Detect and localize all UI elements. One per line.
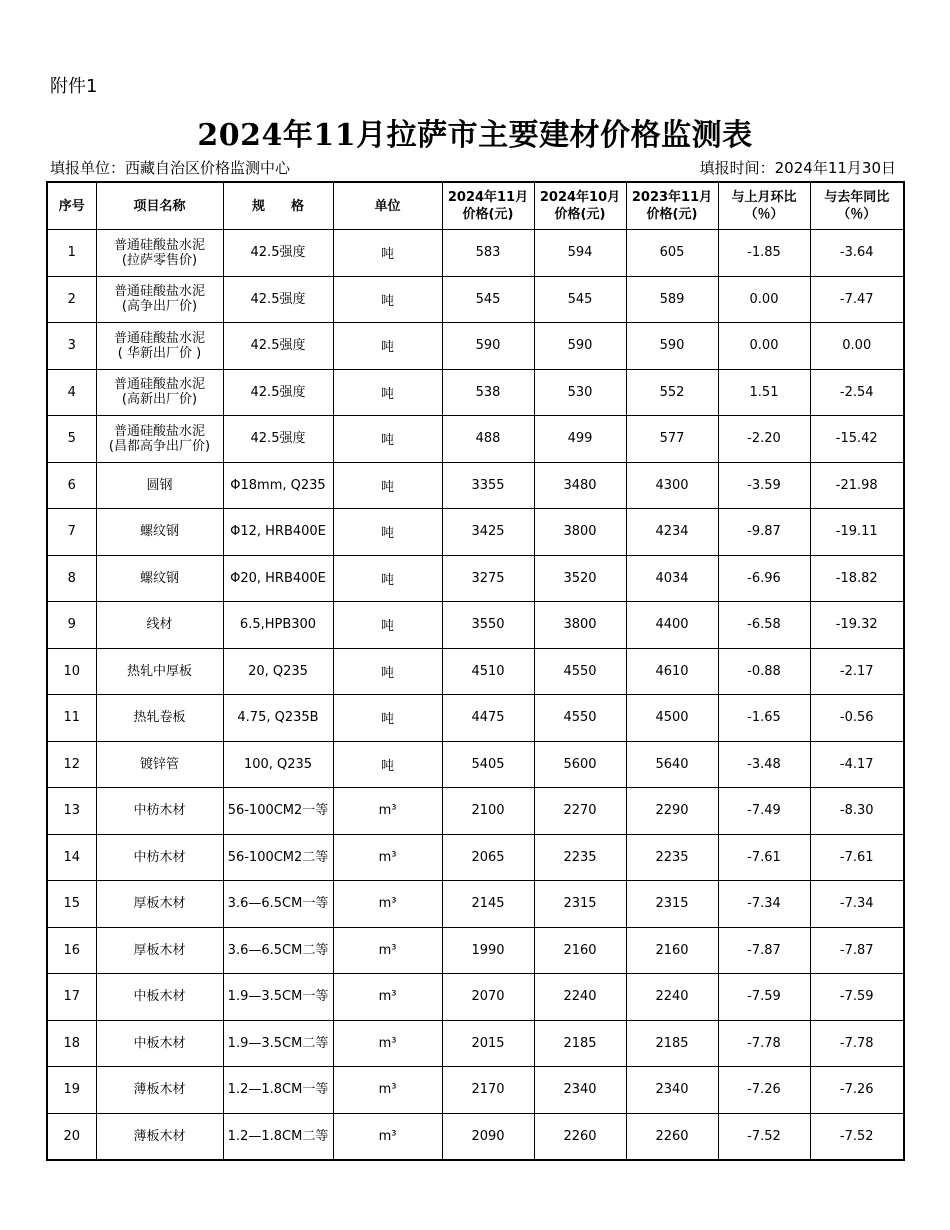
cell-price-current: 5405 (442, 741, 534, 788)
header-price-last-month (534, 182, 626, 230)
cell-name-line1: 螺纹钢 (139, 570, 179, 586)
cell-seq: 10 (47, 648, 96, 695)
cell-spec: 4.75, Q235B (223, 695, 333, 742)
cell-mom: -2.20 (718, 416, 810, 463)
cell-unit: 吨 (333, 695, 442, 742)
cell-yoy: -8.30 (810, 788, 904, 835)
cell-spec: Φ18mm, Q235 (223, 462, 333, 509)
cell-price-current: 2090 (442, 1113, 534, 1160)
cell-name (96, 648, 223, 695)
cell-name (96, 369, 223, 416)
cell-seq: 5 (47, 416, 96, 463)
cell-name-line1: 热轧中厚板 (126, 663, 192, 679)
cell-name-line1: 厚板木材 (133, 896, 186, 912)
cell-mom: -7.59 (718, 974, 810, 1021)
cell-price-current: 2070 (442, 974, 534, 1021)
cell-name (96, 974, 223, 1021)
report-unit: 填报单位：西藏自治区价格监测中心 (50, 159, 291, 177)
table-row (47, 1020, 904, 1067)
cell-seq: 12 (47, 741, 96, 788)
cell-seq: 19 (47, 1067, 96, 1114)
cell-price-last-year: 590 (626, 323, 718, 370)
header-unit: 单位 (333, 182, 442, 230)
cell-price-last-month: 5600 (534, 741, 626, 788)
cell-seq: 13 (47, 788, 96, 835)
cell-price-last-month: 4550 (534, 648, 626, 695)
cell-price-last-year: 4300 (626, 462, 718, 509)
cell-price-last-year: 2240 (626, 974, 718, 1021)
cell-name-line1: 中板木材 (133, 1035, 186, 1051)
cell-yoy: -7.61 (810, 834, 904, 881)
cell-seq: 15 (47, 881, 96, 928)
cell-yoy: -7.47 (810, 276, 904, 323)
cell-name (96, 741, 223, 788)
cell-price-current: 590 (442, 323, 534, 370)
cell-price-current: 2145 (442, 881, 534, 928)
cell-mom: -6.58 (718, 602, 810, 649)
cell-name-line2: (拉萨零售价) (121, 252, 198, 268)
cell-name (96, 834, 223, 881)
cell-price-last-year: 2340 (626, 1067, 718, 1114)
cell-price-last-year: 2315 (626, 881, 718, 928)
cell-mom: -7.78 (718, 1020, 810, 1067)
cell-price-last-year: 2185 (626, 1020, 718, 1067)
cell-name (96, 1067, 223, 1114)
cell-seq: 3 (47, 323, 96, 370)
cell-price-last-year: 2260 (626, 1113, 718, 1160)
table-row (47, 369, 904, 416)
cell-price-last-year: 605 (626, 230, 718, 277)
cell-price-current: 3425 (442, 509, 534, 556)
cell-name (96, 230, 223, 277)
cell-price-last-year: 4400 (626, 602, 718, 649)
cell-spec: 42.5强度 (223, 230, 333, 277)
table-row (47, 695, 904, 742)
cell-price-current: 3550 (442, 602, 534, 649)
cell-yoy: -7.52 (810, 1113, 904, 1160)
price-table (46, 181, 905, 1161)
table-row (47, 1113, 904, 1160)
cell-price-current: 2015 (442, 1020, 534, 1067)
cell-spec: 3.6—6.5CM一等 (223, 881, 333, 928)
cell-name-line2: (高新出厂价) (121, 392, 198, 408)
table-row (47, 788, 904, 835)
cell-seq: 11 (47, 695, 96, 742)
cell-name-line2: (高争出厂价) (121, 299, 198, 315)
cell-price-last-month: 2340 (534, 1067, 626, 1114)
table-row (47, 927, 904, 974)
cell-unit: 吨 (333, 416, 442, 463)
cell-spec: 56-100CM2一等 (223, 788, 333, 835)
cell-spec: 42.5强度 (223, 323, 333, 370)
cell-yoy: -3.64 (810, 230, 904, 277)
cell-price-last-month: 2235 (534, 834, 626, 881)
cell-mom: -7.87 (718, 927, 810, 974)
cell-price-last-year: 4610 (626, 648, 718, 695)
cell-price-current: 4475 (442, 695, 534, 742)
cell-name (96, 602, 223, 649)
cell-mom: 0.00 (718, 323, 810, 370)
cell-seq: 20 (47, 1113, 96, 1160)
cell-seq: 17 (47, 974, 96, 1021)
cell-price-last-year: 4034 (626, 555, 718, 602)
annex-label: 附件1 (50, 76, 98, 97)
header-price-last-year-line2: 价格(元) (646, 207, 698, 222)
cell-unit: m³ (333, 974, 442, 1021)
cell-unit: 吨 (333, 648, 442, 695)
table-row (47, 974, 904, 1021)
cell-name (96, 881, 223, 928)
cell-price-last-year: 2290 (626, 788, 718, 835)
cell-name-line1: 中枋木材 (133, 849, 186, 865)
cell-name (96, 323, 223, 370)
header-mom-line2: （％） (744, 207, 784, 222)
cell-price-current: 3275 (442, 555, 534, 602)
cell-mom: -6.96 (718, 555, 810, 602)
cell-seq: 4 (47, 369, 96, 416)
cell-yoy: -7.78 (810, 1020, 904, 1067)
cell-name (96, 1113, 223, 1160)
cell-price-current: 3355 (442, 462, 534, 509)
cell-price-last-year: 552 (626, 369, 718, 416)
cell-price-last-month: 3800 (534, 509, 626, 556)
cell-seq: 16 (47, 927, 96, 974)
cell-mom: -0.88 (718, 648, 810, 695)
table-row (47, 555, 904, 602)
cell-name-line1: 热轧卷板 (133, 710, 186, 726)
cell-price-last-year: 589 (626, 276, 718, 323)
cell-price-last-year: 4234 (626, 509, 718, 556)
cell-unit: 吨 (333, 276, 442, 323)
cell-name (96, 1020, 223, 1067)
cell-yoy: -19.11 (810, 509, 904, 556)
cell-spec: 100, Q235 (223, 741, 333, 788)
cell-mom: -9.87 (718, 509, 810, 556)
cell-price-last-month: 2260 (534, 1113, 626, 1160)
cell-unit: 吨 (333, 741, 442, 788)
cell-unit: 吨 (333, 555, 442, 602)
header-price-last-month-line2: 价格(元) (554, 207, 606, 222)
header-price-current-line2: 价格(元) (462, 207, 514, 222)
cell-spec: 3.6—6.5CM二等 (223, 927, 333, 974)
cell-mom: -7.61 (718, 834, 810, 881)
cell-seq: 8 (47, 555, 96, 602)
cell-name (96, 509, 223, 556)
header-spec: 规 格 (223, 182, 333, 230)
cell-yoy: -21.98 (810, 462, 904, 509)
cell-unit: m³ (333, 1020, 442, 1067)
cell-spec: 6.5,HPB300 (223, 602, 333, 649)
cell-unit: m³ (333, 881, 442, 928)
cell-mom: -1.65 (718, 695, 810, 742)
table-row (47, 462, 904, 509)
cell-name-line1: 薄板木材 (133, 1128, 186, 1144)
cell-mom: -7.34 (718, 881, 810, 928)
cell-price-last-month: 590 (534, 323, 626, 370)
cell-price-last-month: 2270 (534, 788, 626, 835)
table-row (47, 881, 904, 928)
cell-price-last-month: 499 (534, 416, 626, 463)
header-yoy-line1: 与去年同比 (824, 190, 890, 205)
cell-price-last-month: 3480 (534, 462, 626, 509)
page-title: 2024年11月拉萨市主要建材价格监测表 (197, 118, 753, 153)
header-price-last-year (626, 182, 718, 230)
table-row (47, 648, 904, 695)
cell-name-line1: 普通硅酸盐水泥 (113, 237, 205, 253)
header-seq: 序号 (47, 182, 96, 230)
cell-price-current: 545 (442, 276, 534, 323)
header-name: 项目名称 (96, 182, 223, 230)
header-mom (718, 182, 810, 230)
cell-name (96, 927, 223, 974)
header-price-last-month-line1: 2024年10月 (539, 190, 621, 205)
cell-name-line1: 螺纹钢 (139, 524, 179, 540)
cell-spec: 42.5强度 (223, 369, 333, 416)
cell-name-line1: 圆钢 (146, 477, 173, 493)
cell-name-line1: 薄板木材 (133, 1082, 186, 1098)
cell-name (96, 416, 223, 463)
table-row (47, 834, 904, 881)
cell-seq: 6 (47, 462, 96, 509)
cell-price-current: 1990 (442, 927, 534, 974)
cell-price-last-year: 2160 (626, 927, 718, 974)
header-mom-line1: 与上月环比 (731, 190, 797, 205)
cell-spec: 42.5强度 (223, 276, 333, 323)
cell-unit: m³ (333, 788, 442, 835)
cell-unit: 吨 (333, 323, 442, 370)
cell-spec: 56-100CM2二等 (223, 834, 333, 881)
table-row (47, 416, 904, 463)
cell-price-current: 2100 (442, 788, 534, 835)
cell-unit: m³ (333, 1067, 442, 1114)
table-row (47, 741, 904, 788)
cell-mom: -1.85 (718, 230, 810, 277)
cell-price-last-year: 2235 (626, 834, 718, 881)
cell-name-line2: ( 华新出厂价 ) (117, 345, 202, 361)
cell-price-last-year: 577 (626, 416, 718, 463)
table-row (47, 1067, 904, 1114)
cell-unit: m³ (333, 1113, 442, 1160)
cell-yoy: -18.82 (810, 555, 904, 602)
cell-price-current: 538 (442, 369, 534, 416)
cell-unit: 吨 (333, 509, 442, 556)
table-row (47, 323, 904, 370)
cell-price-last-month: 2315 (534, 881, 626, 928)
header-yoy (810, 182, 904, 230)
cell-price-last-month: 545 (534, 276, 626, 323)
cell-spec: 42.5强度 (223, 416, 333, 463)
cell-price-last-month: 3800 (534, 602, 626, 649)
cell-yoy: -7.34 (810, 881, 904, 928)
cell-name-line1: 镀锌管 (139, 756, 179, 772)
cell-seq: 9 (47, 602, 96, 649)
cell-unit: 吨 (333, 462, 442, 509)
cell-name-line1: 普通硅酸盐水泥 (113, 423, 205, 439)
report-date: 填报时间：2024年11月30日 (699, 159, 896, 177)
cell-seq: 14 (47, 834, 96, 881)
table-row (47, 602, 904, 649)
cell-spec: Φ20, HRB400E (223, 555, 333, 602)
cell-price-last-month: 4550 (534, 695, 626, 742)
cell-yoy: -7.87 (810, 927, 904, 974)
cell-price-last-month: 2160 (534, 927, 626, 974)
cell-price-last-month: 3520 (534, 555, 626, 602)
cell-mom: 0.00 (718, 276, 810, 323)
table-row (47, 230, 904, 277)
cell-spec: 1.2—1.8CM二等 (223, 1113, 333, 1160)
cell-price-last-month: 530 (534, 369, 626, 416)
cell-unit: 吨 (333, 230, 442, 277)
cell-name-line1: 普通硅酸盐水泥 (113, 284, 205, 300)
cell-yoy: -2.17 (810, 648, 904, 695)
cell-yoy: -15.42 (810, 416, 904, 463)
cell-yoy: -19.32 (810, 602, 904, 649)
cell-seq: 1 (47, 230, 96, 277)
cell-name (96, 276, 223, 323)
cell-spec: 20, Q235 (223, 648, 333, 695)
cell-name-line2: (昌都高争出厂价) (108, 438, 211, 454)
cell-name-line1: 中板木材 (133, 989, 186, 1005)
cell-yoy: 0.00 (810, 323, 904, 370)
cell-mom: -7.26 (718, 1067, 810, 1114)
cell-name (96, 555, 223, 602)
cell-unit: 吨 (333, 369, 442, 416)
cell-yoy: -7.59 (810, 974, 904, 1021)
cell-price-current: 583 (442, 230, 534, 277)
cell-unit: 吨 (333, 602, 442, 649)
cell-price-last-month: 2185 (534, 1020, 626, 1067)
cell-seq: 18 (47, 1020, 96, 1067)
cell-yoy: -7.26 (810, 1067, 904, 1114)
cell-spec: 1.9—3.5CM一等 (223, 974, 333, 1021)
cell-price-last-year: 4500 (626, 695, 718, 742)
cell-name-line1: 厚板木材 (133, 942, 186, 958)
cell-spec: Φ12, HRB400E (223, 509, 333, 556)
cell-yoy: -4.17 (810, 741, 904, 788)
cell-price-current: 488 (442, 416, 534, 463)
cell-spec: 1.9—3.5CM二等 (223, 1020, 333, 1067)
cell-price-last-month: 2240 (534, 974, 626, 1021)
cell-price-current: 4510 (442, 648, 534, 695)
cell-price-current: 2170 (442, 1067, 534, 1114)
cell-unit: m³ (333, 834, 442, 881)
cell-name-line1: 线材 (146, 617, 173, 633)
cell-name-line1: 普通硅酸盐水泥 (113, 330, 205, 346)
cell-name (96, 462, 223, 509)
table-row (47, 509, 904, 556)
cell-unit: m³ (333, 927, 442, 974)
header-row (47, 182, 904, 230)
cell-yoy: -0.56 (810, 695, 904, 742)
cell-yoy: -2.54 (810, 369, 904, 416)
cell-price-current: 2065 (442, 834, 534, 881)
header-price-current-line1: 2024年11月 (447, 190, 529, 205)
cell-spec: 1.2—1.8CM一等 (223, 1067, 333, 1114)
header-price-last-year-line1: 2023年11月 (631, 190, 713, 205)
cell-name-line1: 中枋木材 (133, 803, 186, 819)
cell-name-line1: 普通硅酸盐水泥 (113, 377, 205, 393)
cell-name (96, 695, 223, 742)
cell-mom: -3.59 (718, 462, 810, 509)
cell-mom: -3.48 (718, 741, 810, 788)
cell-price-last-month: 594 (534, 230, 626, 277)
cell-mom: 1.51 (718, 369, 810, 416)
header-price-current (442, 182, 534, 230)
table-row (47, 276, 904, 323)
cell-mom: -7.49 (718, 788, 810, 835)
cell-price-last-year: 5640 (626, 741, 718, 788)
cell-seq: 7 (47, 509, 96, 556)
cell-mom: -7.52 (718, 1113, 810, 1160)
header-yoy-line2: （％） (837, 207, 877, 222)
cell-seq: 2 (47, 276, 96, 323)
cell-name (96, 788, 223, 835)
